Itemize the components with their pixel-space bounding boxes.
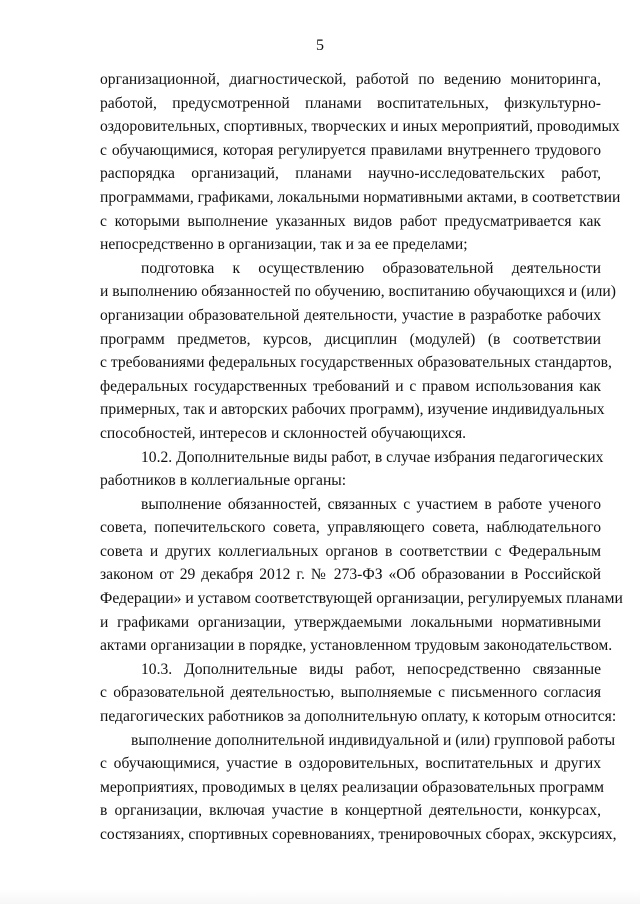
text-line: в организации, включая участие в концертной деятельности, конкурсах, <box>100 802 601 820</box>
text-line: выполнение дополнительной индивидуальной и (или) групповой работы <box>131 731 616 749</box>
text-line: работников в коллегиальные органы: <box>100 472 347 490</box>
text-line: федеральных государственных требований и с правом использования как <box>100 377 601 395</box>
text-line: оздоровительных, спортивных, творческих и иных мероприятий, проводимых <box>100 118 620 136</box>
text-line: законом от 29 декабря 2012 г. № 273-ФЗ «Об образовании в Российской <box>100 566 601 584</box>
text-line: выполнение обязанностей, связанных с участием в работе ученого <box>141 495 601 513</box>
text-line: программами, графиками, локальными нормативными актами, в соответствии <box>100 188 621 206</box>
text-line: и выполнению обязанностей по обучению, воспитанию обучающихся и (или) <box>100 283 616 301</box>
text-line: совета и других коллегиальных органов в соответствии с Федеральным <box>100 542 601 560</box>
text-line: 10.3. Дополнительные виды работ, непосредственно связанные <box>141 660 601 678</box>
text-line: программ предметов, курсов, дисциплин (модулей) (в соответствии <box>100 330 601 348</box>
text-line: 10.2. Дополнительные виды работ, в случае избрания педагогических <box>141 448 604 466</box>
text-line: с обучающимися, участие в оздоровительных, воспитательных и других <box>100 755 601 773</box>
text-line: состязаниях, спортивных соревнованиях, тренировочных сборах, экскурсиях, <box>100 826 617 843</box>
text-line: примерных, так и авторских рабочих программ), изучение индивидуальных <box>100 401 605 419</box>
text-line: с образовательной деятельностью, выполняемые с письменного согласия <box>100 684 601 702</box>
text-line: подготовка к осуществлению образовательной деятельности <box>141 259 601 277</box>
text-line: организационной, диагностической, работой по ведению мониторинга, <box>100 71 601 88</box>
text-line: Федерации» и уставом соответствующей организации, регулируемых планами <box>100 590 623 608</box>
body-text <box>100 68 623 847</box>
text-line: с обучающимися, которая регулируется правилами внутреннего трудового <box>100 141 601 159</box>
page-number: 5 <box>316 37 324 54</box>
text-line: педагогических работников за дополнительную оплату, к которым относится: <box>100 708 617 726</box>
text-line: совета, попечительского совета, управляющего совета, наблюдательного <box>100 519 601 537</box>
text-line: работой, предусмотренной планами воспитательных, физкультурно- <box>100 94 601 112</box>
text-line: актами организации в порядке, установленном трудовым законодательством. <box>100 637 613 655</box>
text-line: с требованиями федеральных государственных образовательных стандартов, <box>100 354 612 372</box>
text-line: с которыми выполнение указанных видов работ предусматривается как <box>100 212 601 230</box>
text-line: способностей, интересов и склонностей обучающихся. <box>100 424 467 442</box>
text-line: непосредственно в организации, так и за ее пределами; <box>100 236 468 254</box>
text-line: мероприятиях, проводимых в целях реализации образовательных программ <box>100 778 605 796</box>
text-line: и графиками организации, утверждаемыми локальными нормативными <box>100 613 601 631</box>
text-line: организации образовательной деятельности, участие в разработке рабочих <box>100 306 601 324</box>
text-line: распорядка организаций, планами научно-исследовательских работ, <box>100 165 601 183</box>
scan-edge <box>0 890 640 904</box>
